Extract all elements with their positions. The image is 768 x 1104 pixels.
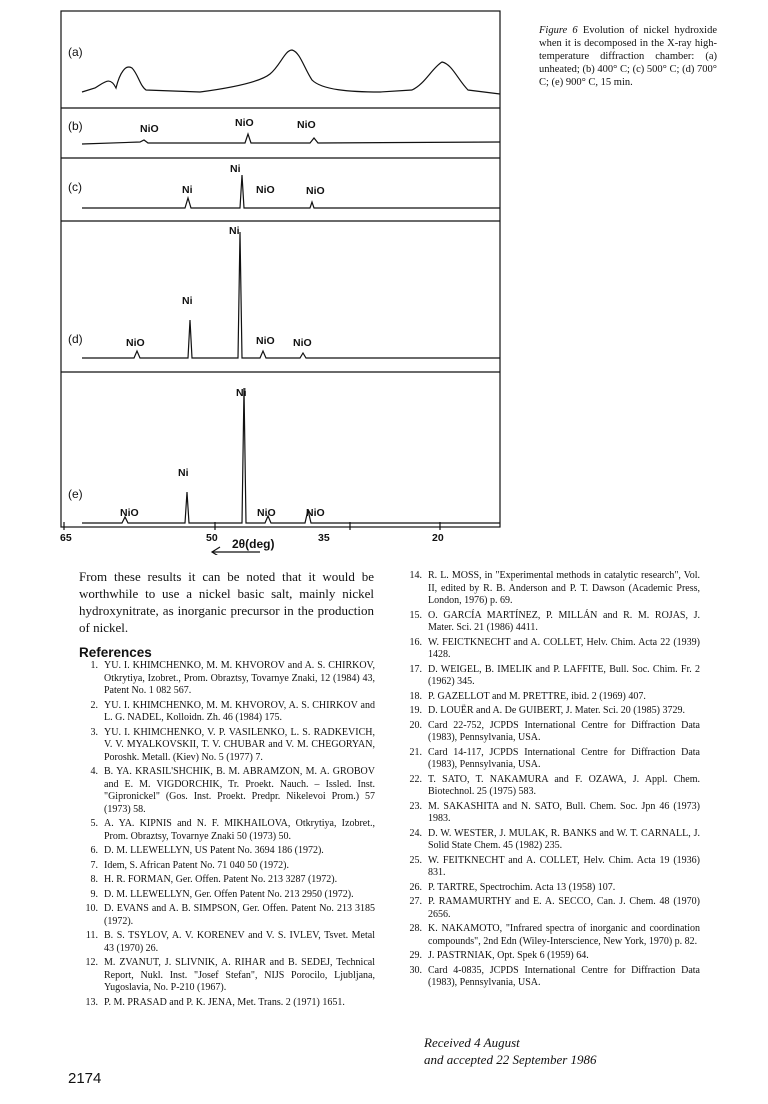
peak-label: Ni bbox=[236, 387, 247, 399]
reference-text: YU. I. KHIMCHENKO, M. M. KHVOROV, A. S. CHIRKOV and L. G. NADEL, Kolloidn. Zh. 46 (1984) 175. bbox=[104, 699, 375, 723]
reference-item bbox=[394, 570, 700, 608]
reference-item bbox=[70, 903, 375, 928]
reference-text: A. YA. KIPNIS and N. F. MIKHAILOVA, Otkrytiya, Izobret., Prom. Obraztsy, Tovarnye Znaki 50 (1973) 50. bbox=[104, 818, 375, 842]
reference-item bbox=[70, 860, 375, 873]
reference-number: 24. bbox=[409, 827, 422, 839]
page-number: 2174 bbox=[68, 1070, 102, 1087]
reference-number: 17. bbox=[409, 663, 422, 675]
reference-item bbox=[70, 660, 375, 698]
peak-label: NiO bbox=[256, 184, 275, 196]
reference-number: 15. bbox=[409, 609, 422, 621]
trace-a bbox=[82, 50, 500, 94]
reference-number: 10. bbox=[85, 903, 98, 914]
figure-caption bbox=[539, 24, 717, 89]
reference-item bbox=[394, 801, 700, 826]
references-heading: References bbox=[79, 645, 152, 660]
x-tick-label: 50 bbox=[206, 532, 218, 544]
reference-text: H. R. FORMAN, Ger. Offen. Patent No. 213 3287 (1972). bbox=[104, 874, 338, 885]
reference-number: 1. bbox=[90, 660, 98, 671]
reference-item bbox=[394, 896, 700, 921]
trace-c bbox=[82, 175, 500, 208]
reference-text: D. LOUËR and A. De GUIBERT, J. Mater. Sci. 20 (1985) 3729. bbox=[428, 705, 685, 716]
reference-item bbox=[70, 957, 375, 995]
peak-label: Ni bbox=[178, 467, 189, 479]
reference-text: O. GARCÍA MARTÍNEZ, P. MILLÁN and R. M. ROJAS, J. Mater. Sci. 21 (1986) 4411. bbox=[428, 609, 700, 633]
reference-number: 11. bbox=[85, 930, 98, 941]
reference-item bbox=[394, 882, 700, 895]
received-note bbox=[424, 1034, 714, 1068]
reference-text: D. M. LLEWELLYN, Ger. Offen Patent No. 213 2950 (1972). bbox=[104, 888, 354, 900]
panel-label-c: (c) bbox=[68, 180, 82, 194]
reference-text: Card 22-752, JCPDS International Centre for Diffraction Data (1983), Pennsylvania, USA. bbox=[428, 719, 700, 743]
reference-number: 28. bbox=[409, 923, 422, 934]
reference-number: 5. bbox=[90, 818, 98, 829]
reference-number: 19. bbox=[409, 705, 422, 716]
reference-item bbox=[70, 766, 375, 816]
reference-text: B. S. TSYLOV, A. V. KORENEV and V. S. IVLEV, Tsvet. Metal 43 (1970) 26. bbox=[104, 930, 375, 954]
reference-text: B. YA. KRASIL'SHCHIK, B. M. ABRAMZON, M. A. GROBOV and E. M. VIGDORCHIK, Tr. Proekt. Nauch. – Issled. Inst. "Gipronickel" (Gos. Inst. Proekt. Predpr. Nikelevoi Prom.) 57 (1973) 58. bbox=[104, 766, 375, 815]
reference-number: 27. bbox=[409, 896, 422, 907]
reference-number: 25. bbox=[409, 854, 422, 866]
peak-label: NiO bbox=[293, 337, 312, 349]
reference-item bbox=[70, 930, 375, 955]
reference-item bbox=[394, 720, 700, 745]
reference-item bbox=[70, 874, 375, 887]
reference-number: 2. bbox=[90, 699, 98, 711]
peak-label: Ni bbox=[182, 295, 193, 307]
reference-number: 6. bbox=[90, 845, 98, 856]
reference-text: P. TARTRE, Spectrochim. Acta 13 (1958) 107. bbox=[428, 881, 616, 893]
x-tick-label: 20 bbox=[432, 532, 444, 544]
reference-text: J. PASTRNIAK, Opt. Spek 6 (1959) 64. bbox=[428, 950, 589, 961]
reference-number: 30. bbox=[409, 964, 422, 976]
reference-item bbox=[394, 610, 700, 635]
reference-item bbox=[394, 923, 700, 948]
reference-number: 18. bbox=[409, 690, 422, 702]
references-list-left bbox=[70, 660, 375, 1011]
peak-label: NiO bbox=[306, 507, 325, 519]
reference-text: Card 4-0835, JCPDS International Centre for Diffraction Data (1983), Pennsylvania, USA. bbox=[428, 964, 700, 988]
reference-number: 26. bbox=[409, 881, 422, 893]
x-tick-label: 35 bbox=[318, 532, 330, 544]
figure-frame bbox=[61, 11, 500, 527]
reference-number: 22. bbox=[409, 773, 422, 785]
reference-number: 12. bbox=[85, 957, 98, 968]
accepted-date: and accepted 22 September 1986 bbox=[424, 1052, 597, 1067]
reference-item bbox=[394, 774, 700, 799]
panel-label-b: (b) bbox=[68, 119, 83, 133]
x-tick-label: 65 bbox=[60, 532, 72, 544]
reference-text: P. RAMAMURTHY and E. A. SECCO, Can. J. Chem. 48 (1970) 2656. bbox=[428, 896, 700, 920]
reference-text: YU. I. KHIMCHENKO, V. P. VASILENKO, L. S. RADKEVICH, V. V. MYALKOVSKII, T. V. CHUBAR and V. M. CHEGORYAN, Poroshk. Metall. (Kiev) No. 5 (1977) 7. bbox=[104, 726, 375, 763]
reference-item bbox=[394, 705, 700, 718]
peak-label: Ni bbox=[182, 184, 193, 196]
reference-item bbox=[394, 664, 700, 689]
peak-label: NiO bbox=[256, 335, 275, 347]
reference-number: 3. bbox=[90, 726, 98, 738]
reference-item bbox=[70, 845, 375, 858]
peak-label: NiO bbox=[120, 507, 139, 519]
reference-number: 23. bbox=[409, 800, 422, 812]
reference-number: 20. bbox=[409, 719, 422, 731]
references-list-right bbox=[394, 570, 700, 992]
conclusion-paragraph: From these results it can be noted that it would be worthwhile to use a nickel basic salt, mainly nickel hydroxynitrate, as inorganic precursor in the production of nickel. bbox=[79, 569, 374, 635]
figure-caption-text: Evolution of nickel hydroxide when it is decomposed in the X-ray high-temperature diffraction chamber: (a) unheated; (b) 400° C; (c) 500° C; (d) 700° C; (e) 900° C, 15 min. bbox=[539, 25, 717, 88]
reference-text: P. GAZELLOT and M. PRETTRE, ibid. 2 (1969) 407. bbox=[428, 690, 646, 702]
reference-text: D. W. WESTER, J. MULAK, R. BANKS and W. T. CARNALL, J. Solid State Chem. 45 (1982) 235. bbox=[428, 827, 700, 851]
reference-text: R. L. MOSS, in "Experimental methods in catalytic research", Vol. II, edited by R. B. Anderson and P. T. Dawson (Academic Press, London, 1976) p. 69. bbox=[428, 570, 700, 606]
reference-text: M. ZVANUT, J. SLIVNIK, A. RIHAR and B. SEDEJ, Technical Report, Nukl. Inst. "Josef Stefan", NIJS Porocilo, Ljubljana, Yugoslavia, No. P-210 (1967). bbox=[104, 957, 375, 993]
reference-number: 13. bbox=[85, 996, 98, 1008]
reference-text: K. NAKAMOTO, "Infrared spectra of inorganic and coordination compounds", 2nd Edn (Wiley-Interscience, New York, 1970) p. 82. bbox=[428, 923, 700, 947]
trace-b bbox=[82, 134, 500, 144]
peak-label: NiO bbox=[297, 119, 316, 131]
received-date: Received 4 August bbox=[424, 1035, 520, 1050]
peak-label: NiO bbox=[140, 123, 159, 135]
reference-item bbox=[394, 637, 700, 662]
panel-label-e: (e) bbox=[68, 487, 83, 501]
trace-e bbox=[82, 388, 500, 523]
reference-number: 4. bbox=[90, 766, 98, 777]
reference-number: 16. bbox=[409, 636, 422, 648]
reference-item bbox=[394, 965, 700, 990]
x-axis-label: 2θ(deg) bbox=[232, 537, 275, 551]
reference-number: 9. bbox=[90, 888, 98, 900]
reference-text: D. WEIGEL, B. IMELIK and P. LAFFITE, Bull. Soc. Chim. Fr. 2 (1962) 345. bbox=[428, 663, 700, 687]
reference-item bbox=[394, 828, 700, 853]
reference-text: Card 14-117, JCPDS International Centre for Diffraction Data (1983), Pennsylvania, USA. bbox=[428, 746, 700, 770]
reference-text: D. M. LLEWELLYN, US Patent No. 3694 186 (1972). bbox=[104, 845, 324, 856]
peak-label: Ni bbox=[229, 225, 240, 237]
reference-number: 21. bbox=[409, 746, 422, 758]
reference-text: YU. I. KHIMCHENKO, M. M. KHVOROV and A. S. CHIRKOV, Otkrytiya, Izobret., Prom. Obraztsy, Tovarnye Znaki, 12 (1984) 43, Patent No. 1 082 567. bbox=[104, 660, 375, 696]
reference-item bbox=[394, 747, 700, 772]
reference-number: 7. bbox=[90, 859, 98, 871]
peak-label: NiO bbox=[257, 507, 276, 519]
panel-label-a: (a) bbox=[68, 45, 83, 59]
panel-label-d: (d) bbox=[68, 332, 83, 346]
peak-label: NiO bbox=[306, 185, 325, 197]
reference-item bbox=[394, 691, 700, 704]
reference-number: 8. bbox=[90, 874, 98, 885]
reference-number: 29. bbox=[409, 950, 422, 961]
figure-caption-label: Figure 6 bbox=[539, 25, 578, 36]
reference-item bbox=[70, 727, 375, 765]
reference-number: 14. bbox=[409, 570, 422, 581]
reference-text: D. EVANS and A. B. SIMPSON, Ger. Offen. Patent No. 213 3185 (1972). bbox=[104, 903, 375, 927]
reference-item bbox=[70, 997, 375, 1010]
reference-item bbox=[70, 818, 375, 843]
reference-text: T. SATO, T. NAKAMURA and F. OZAWA, J. Appl. Chem. Biotechnol. 25 (1975) 583. bbox=[428, 773, 700, 797]
reference-text: Idem, S. African Patent No. 71 040 50 (1972). bbox=[104, 859, 289, 871]
reference-text: M. SAKASHITA and N. SATO, Bull. Chem. Soc. Jpn 46 (1973) 1983. bbox=[428, 800, 700, 824]
peak-label: NiO bbox=[235, 117, 254, 129]
reference-item bbox=[70, 889, 375, 902]
reference-item bbox=[394, 950, 700, 963]
peak-label: Ni bbox=[230, 163, 241, 175]
xrd-figure bbox=[60, 10, 510, 555]
reference-text: W. FEICTKNECHT and A. COLLET, Helv. Chim. Acta 22 (1939) 1428. bbox=[428, 636, 700, 660]
reference-item bbox=[70, 700, 375, 725]
reference-text: W. FEITKNECHT and A. COLLET, Helv. Chim. Acta 19 (1936) 831. bbox=[428, 854, 700, 878]
reference-text: P. M. PRASAD and P. K. JENA, Met. Trans. 2 (1971) 1651. bbox=[104, 996, 345, 1008]
trace-d bbox=[82, 232, 500, 358]
reference-item bbox=[394, 855, 700, 880]
peak-label: NiO bbox=[126, 337, 145, 349]
